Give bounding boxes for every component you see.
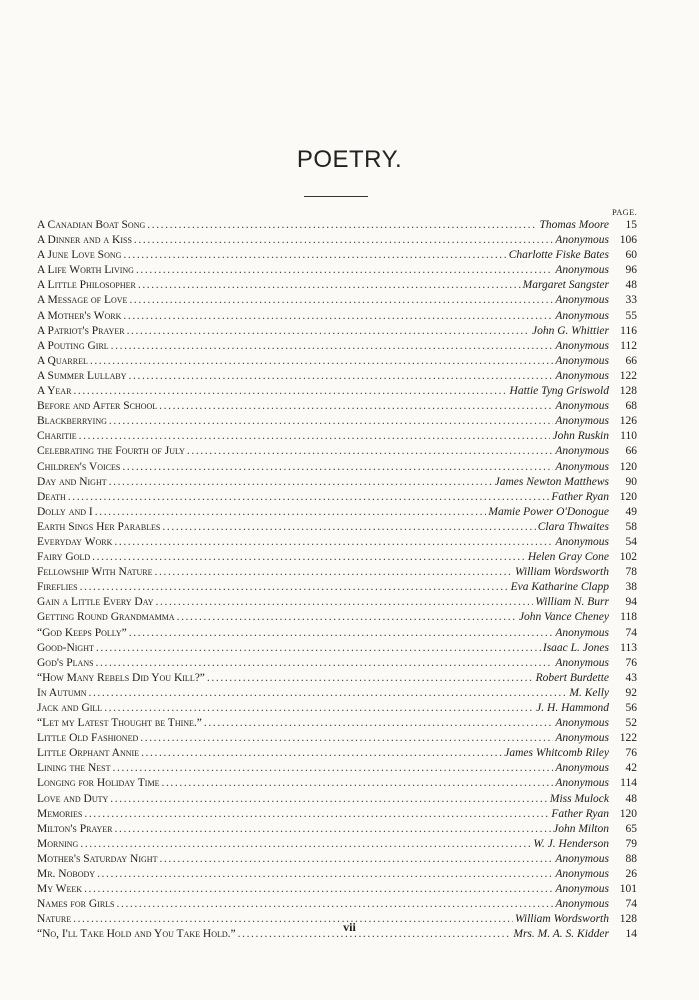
poem-author: William N. Burr: [535, 596, 609, 609]
poem-title: In Autumn: [37, 686, 87, 699]
poem-title: Morning: [37, 837, 79, 850]
poem-author: W. J. Henderson: [533, 837, 609, 850]
poem-title: Good-Night: [37, 641, 94, 654]
dot-leader: [80, 837, 531, 852]
poem-author: Anonymous: [555, 294, 609, 307]
poem-title: God's Plans: [37, 656, 94, 669]
index-entry: [37, 369, 637, 384]
poem-title: Blackberrying: [37, 415, 107, 428]
index-entry: [37, 429, 637, 444]
index-entry: [37, 792, 637, 807]
dot-leader: [96, 656, 554, 671]
index-entry: [37, 701, 637, 716]
dot-leader: [95, 505, 487, 520]
index-entry: [37, 746, 637, 761]
poem-title: Fireflies: [37, 581, 78, 594]
index-entry: [37, 671, 637, 686]
poem-author: Anonymous: [555, 339, 609, 352]
poem-title: A Little Philosopher: [37, 279, 136, 292]
dot-leader: [80, 580, 509, 595]
poem-author: Margaret Sangster: [522, 279, 609, 292]
page-number: 76: [625, 656, 637, 669]
poem-author: William Wordsworth: [514, 913, 609, 926]
index-entry: [37, 565, 637, 580]
poem-title: Fellowship With Nature: [37, 566, 153, 579]
poem-author: Eva Katharine Clapp: [510, 581, 609, 594]
page-number: 90: [625, 475, 637, 488]
page-number: 52: [625, 717, 637, 730]
page-number: 120: [619, 807, 637, 820]
dot-leader: [123, 248, 506, 263]
page-number: 116: [620, 324, 637, 337]
poem-author: J. H. Hammond: [536, 702, 609, 714]
poem-title: A Patriot's Prayer: [37, 324, 125, 337]
index-entry: [37, 641, 637, 656]
poem-title: Before and After School: [37, 400, 158, 413]
poem-author: Anonymous: [555, 460, 609, 473]
page-number: 106: [619, 234, 637, 247]
poem-title: “Let my Latest Thought be Thine.”: [37, 717, 202, 730]
poem-title: Mother's Saturday Night: [37, 852, 158, 865]
page-number: 42: [625, 762, 637, 775]
page-number: 120: [619, 460, 637, 473]
index-entry: [37, 460, 637, 475]
poem-title: Day and Night: [37, 475, 107, 488]
index-entry: [37, 580, 637, 595]
page-number: 43: [625, 671, 637, 684]
index-entry: [37, 324, 637, 339]
index-entry: [37, 339, 637, 354]
poem-title: A Mother's Work: [37, 309, 122, 322]
page-number: 102: [619, 551, 637, 564]
poem-author: Mamie Power O'Donogue: [488, 505, 609, 518]
poem-title: “How Many Rebels Did You Kill?”: [37, 671, 205, 684]
poem-title: Little Orphant Annie: [37, 747, 140, 760]
poem-author: Robert Burdette: [535, 671, 609, 684]
dot-leader: [162, 520, 535, 535]
index-entry: [37, 218, 637, 233]
poem-title: A June Love Song: [37, 249, 122, 262]
page-number: 118: [620, 611, 637, 624]
poem-author: Thomas Moore: [539, 219, 609, 231]
page-number: 92: [625, 686, 637, 699]
poem-title: My Week: [37, 883, 83, 896]
page-number: 122: [619, 732, 637, 745]
poem-title: Love and Duty: [37, 792, 109, 805]
poem-title: “God Keeps Polly”: [37, 626, 127, 639]
page-number: 49: [625, 505, 637, 518]
dot-leader: [134, 233, 553, 248]
dot-leader: [161, 776, 553, 791]
title-rule: [304, 196, 368, 197]
poetry-index: [37, 218, 637, 943]
page-column-header: PAGE.: [611, 207, 637, 217]
poem-author: Anonymous: [555, 777, 609, 790]
page-number: 33: [625, 294, 637, 307]
poem-title: Dolly and I: [37, 505, 93, 518]
dot-leader: [156, 595, 534, 610]
poem-title: A Summer Lullaby: [37, 369, 127, 382]
index-entry: [37, 309, 637, 324]
dot-leader: [187, 444, 553, 459]
index-entry: [37, 837, 637, 852]
page-number: 126: [619, 415, 637, 428]
poem-author: Father Ryan: [551, 807, 609, 820]
dot-leader: [111, 339, 554, 354]
poem-author: Anonymous: [555, 354, 609, 367]
dot-leader: [96, 641, 541, 656]
dot-leader: [79, 429, 551, 444]
dot-leader: [129, 626, 554, 641]
index-entry: [37, 354, 637, 369]
poem-author: Helen Gray Cone: [527, 551, 609, 564]
dot-leader: [138, 278, 521, 293]
index-entry: [37, 475, 637, 490]
poem-title: A Year: [37, 385, 72, 398]
poem-title: Longing for Holiday Time: [37, 777, 160, 790]
index-entry: [37, 550, 637, 565]
dot-leader: [113, 761, 554, 776]
index-entry: [37, 716, 637, 731]
page-number: 128: [619, 385, 637, 398]
poem-title: Nature: [37, 913, 72, 926]
page-number: 122: [619, 369, 637, 382]
index-entry: [37, 897, 637, 912]
index-entry: [37, 263, 637, 278]
poem-title: Getting Round Grandmamma: [37, 611, 175, 624]
page-number: 112: [620, 339, 637, 352]
index-entry: [37, 626, 637, 641]
page-number: 79: [625, 837, 637, 850]
dot-leader: [123, 309, 553, 324]
dot-leader: [204, 716, 553, 731]
dot-leader: [92, 550, 526, 565]
poem-title: A Life Worth Living: [37, 264, 134, 277]
dot-leader: [109, 475, 493, 490]
dot-leader: [136, 263, 553, 278]
page-number: 48: [625, 279, 637, 292]
poem-author: John Ruskin: [552, 430, 609, 443]
poem-author: James Newton Matthews: [494, 475, 609, 488]
page-number: 110: [620, 430, 637, 443]
poem-author: Anonymous: [555, 626, 609, 639]
index-entry: [37, 399, 637, 414]
poem-title: Jack and Gill: [37, 702, 103, 714]
dot-leader: [122, 460, 553, 475]
dot-leader: [68, 490, 550, 505]
page-number: 68: [625, 400, 637, 413]
poem-author: Anonymous: [555, 762, 609, 775]
index-entry: [37, 867, 637, 882]
dot-leader: [159, 852, 553, 867]
index-entry: [37, 731, 637, 746]
dot-leader: [147, 218, 537, 233]
poem-title: Names for Girls: [37, 898, 115, 911]
index-entry: [37, 822, 637, 837]
poem-author: Anonymous: [555, 883, 609, 896]
index-entry: [37, 414, 637, 429]
poem-title: Earth Sings Her Parables: [37, 520, 161, 533]
poem-title: A Message of Love: [37, 294, 128, 307]
index-entry: [37, 595, 637, 610]
page-number: 94: [625, 596, 637, 609]
index-entry: [37, 505, 637, 520]
page-number: 66: [625, 354, 637, 367]
page-number: 55: [625, 309, 637, 322]
index-entry: [37, 520, 637, 535]
poem-title: Gain a Little Every Day: [37, 596, 154, 609]
dot-leader: [159, 399, 553, 414]
index-entry: [37, 535, 637, 550]
dot-leader: [88, 686, 567, 701]
poem-author: Anonymous: [555, 400, 609, 413]
section-title: POETRY.: [296, 146, 403, 173]
poem-author: Anonymous: [555, 264, 609, 277]
poem-author: Father Ryan: [551, 490, 609, 503]
dot-leader: [129, 293, 553, 308]
poem-author: Anonymous: [555, 717, 609, 730]
poem-author: Charlotte Fiske Bates: [508, 249, 609, 262]
poem-title: “No, I'll Take Hold and You Take Hold.”: [37, 928, 236, 941]
poem-title: A Canadian Boat Song: [37, 219, 146, 231]
page-number: 101: [619, 883, 637, 896]
poem-title: A Pouting Girl: [37, 339, 109, 352]
dot-leader: [114, 535, 553, 550]
page-number: 78: [625, 566, 637, 579]
page-number: 120: [619, 490, 637, 503]
poem-title: Little Old Fashioned: [37, 732, 139, 745]
poem-title: Charitie: [37, 430, 77, 443]
dot-leader: [177, 610, 517, 625]
dot-leader: [140, 731, 553, 746]
dot-leader: [90, 354, 553, 369]
page-number: 58: [625, 520, 637, 533]
index-entry: [37, 384, 637, 399]
poem-author: Mrs. M. A. S. Kidder: [513, 928, 609, 941]
page-number: 38: [625, 581, 637, 594]
poem-author: Hattie Tyng Griswold: [509, 385, 609, 398]
dot-leader: [73, 384, 507, 399]
poem-author: James Whitcomb Riley: [504, 747, 609, 760]
poem-author: Anonymous: [555, 234, 609, 247]
dot-leader: [129, 369, 554, 384]
index-entry: [37, 761, 637, 776]
poem-title: Children's Voices: [37, 460, 121, 473]
poem-author: Anonymous: [555, 535, 609, 548]
poem-author: Anonymous: [555, 898, 609, 911]
dot-leader: [115, 822, 552, 837]
poem-author: Anonymous: [555, 445, 609, 458]
poem-title: Death: [37, 490, 66, 503]
poem-author: M. Kelly: [569, 686, 609, 699]
poem-author: Anonymous: [555, 309, 609, 322]
index-entry: [37, 656, 637, 671]
dot-leader: [84, 807, 549, 822]
poem-title: Memories: [37, 807, 83, 820]
poem-author: Anonymous: [555, 415, 609, 428]
page-number: 56: [625, 702, 637, 714]
dot-leader: [127, 324, 530, 339]
poem-author: Isaac L. Jones: [542, 641, 609, 654]
page-number: 114: [620, 777, 637, 790]
dot-leader: [155, 565, 513, 580]
poem-title: Celebrating the Fourth of July: [37, 445, 185, 458]
poem-title: Everyday Work: [37, 535, 113, 548]
index-entry: [37, 278, 637, 293]
index-entry: [37, 852, 637, 867]
page-number: 54: [625, 535, 637, 548]
index-entry: [37, 776, 637, 791]
page-number: 65: [625, 822, 637, 835]
poem-title: A Quarrel: [37, 354, 88, 367]
index-entry: [37, 807, 637, 822]
dot-leader: [97, 867, 553, 882]
page-number: 128: [619, 913, 637, 926]
page-number: 74: [625, 898, 637, 911]
poem-author: Miss Mulock: [549, 792, 609, 805]
poem-author: John Vance Cheney: [518, 611, 609, 624]
poem-author: William Wordsworth: [514, 566, 609, 579]
index-entry: [37, 293, 637, 308]
poem-author: John G. Whittier: [532, 324, 609, 337]
poem-title: Lining the Nest: [37, 762, 111, 775]
page-number: 48: [625, 792, 637, 805]
dot-leader: [110, 792, 548, 807]
poem-author: Anonymous: [555, 656, 609, 669]
poem-title: Fairy Gold: [37, 551, 91, 564]
index-entry: [37, 490, 637, 505]
page-number: 88: [625, 852, 637, 865]
page-number: 113: [620, 641, 637, 654]
poem-author: Clara Thwaites: [537, 520, 609, 533]
poem-author: Anonymous: [555, 852, 609, 865]
page-number: 74: [625, 626, 637, 639]
page-number: 66: [625, 445, 637, 458]
page-folio: vii: [343, 920, 356, 934]
page-number: 14: [625, 928, 637, 941]
index-entry: [37, 610, 637, 625]
dot-leader: [141, 746, 502, 761]
page-number: 15: [625, 219, 637, 231]
poem-title: Milton's Prayer: [37, 822, 113, 835]
poem-author: Anonymous: [555, 732, 609, 745]
page-number: 76: [625, 747, 637, 760]
index-entry: [37, 686, 637, 701]
dot-leader: [207, 671, 534, 686]
page-number: 96: [625, 264, 637, 277]
index-entry: [37, 444, 637, 459]
dot-leader: [117, 897, 554, 912]
dot-leader: [104, 701, 534, 716]
poem-author: Anonymous: [555, 369, 609, 382]
poem-title: A Dinner and a Kiss: [37, 234, 132, 247]
page-number: 26: [625, 868, 637, 881]
index-entry: [37, 882, 637, 897]
poem-author: Anonymous: [555, 868, 609, 881]
page-number: 60: [625, 249, 637, 262]
dot-leader: [84, 882, 553, 897]
index-entry: [37, 233, 637, 248]
dot-leader: [109, 414, 553, 429]
poem-title: Mr. Nobody: [37, 868, 96, 881]
poem-author: John Milton: [553, 822, 609, 835]
index-entry: [37, 248, 637, 263]
